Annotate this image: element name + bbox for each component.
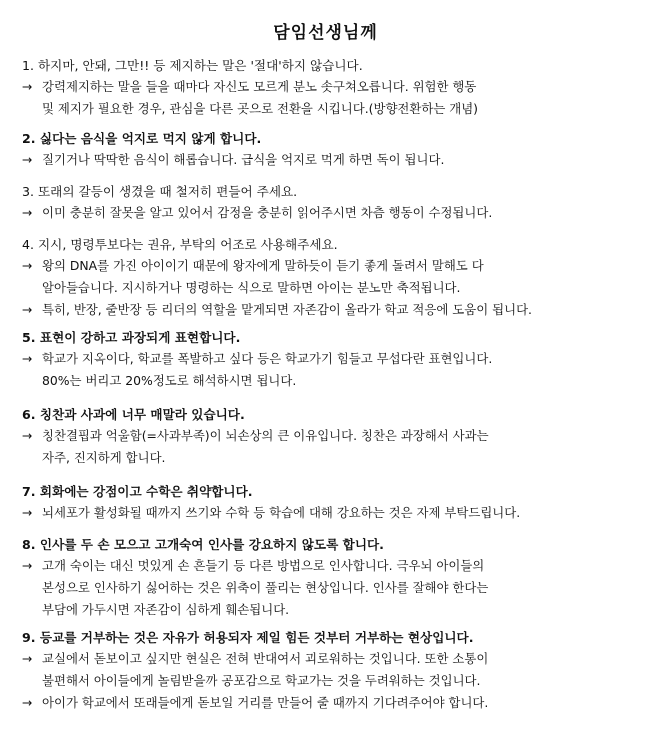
guideline-note-text xyxy=(42,425,629,469)
note-line: 특히, 반장, 줄반장 등 리더의 역할을 맡게되면 자존감이 올라가 학교 적응에 도움이 됩니다. xyxy=(42,302,532,317)
guideline-item-6 xyxy=(22,404,629,469)
guideline-note-text xyxy=(42,692,629,714)
note-line: 자주, 진지하게 합니다. xyxy=(42,450,166,465)
guideline-note xyxy=(22,502,629,524)
guideline-heading: 9. 등교를 거부하는 것은 자유가 허용되자 제일 힘든 것부터 거부하는 현상입니다. xyxy=(22,630,474,645)
guideline-note xyxy=(22,202,629,224)
guideline-heading: 1. 하지마, 안돼, 그만!! 등 제지하는 말은 '절대'하지 않습니다. xyxy=(22,58,363,73)
guideline-heading: 6. 칭찬과 사과에 너무 매말라 있습니다. xyxy=(22,407,245,422)
guideline-note xyxy=(22,648,629,692)
guideline-note-text xyxy=(42,255,629,299)
guideline-item-1 xyxy=(22,55,629,120)
guideline-heading: 2. 싫다는 음식을 억지로 먹지 않게 합니다. xyxy=(22,131,262,146)
arrow-right-icon: → xyxy=(22,79,33,94)
note-line: 칭찬결핍과 억울함(=사과부족)이 뇌손상의 큰 이유입니다. 칭찬은 과장해서 사과는 xyxy=(42,428,489,443)
note-line: 학교가 지옥이다, 학교를 폭발하고 싶다 등은 학교가기 힘들고 무섭다란 표현입니다. xyxy=(42,351,493,366)
arrow-right-icon: → xyxy=(22,351,33,366)
note-line: 교실에서 돋보이고 싶지만 현실은 전혀 반대여서 괴로워하는 것입니다. 또한 소통이 xyxy=(42,651,489,666)
note-line: 본성으로 인사하기 싫어하는 것은 위축이 풀리는 현상입니다. 인사를 잘해야 한다는 xyxy=(42,580,489,595)
note-line: 고개 숙이는 대신 멋있게 손 흔들기 등 다른 방법으로 인사합니다. 극우뇌 아이들의 xyxy=(42,558,485,573)
note-line: 질기거나 딱딱한 음식이 해롭습니다. 급식을 억지로 먹게 하면 독이 됩니다. xyxy=(42,152,445,167)
note-line: 불편해서 아이들에게 놀림받을까 공포감으로 학교가는 것을 두려워하는 것입니다. xyxy=(42,673,481,688)
guideline-item-5 xyxy=(22,327,629,392)
guideline-note-text xyxy=(42,502,629,524)
guideline-note xyxy=(22,692,629,714)
arrow-right-icon: → xyxy=(22,558,33,573)
arrow-right-icon: → xyxy=(22,695,33,710)
note-line: 및 제지가 필요한 경우, 관심을 다른 곳으로 전환을 시킵니다.(방향전환하는 개념) xyxy=(42,101,479,116)
note-line: 이미 충분히 잘못을 알고 있어서 감정을 충분히 읽어주시면 차츰 행동이 수정됩니다. xyxy=(42,205,493,220)
guideline-item-3 xyxy=(22,181,629,224)
guideline-note xyxy=(22,555,629,621)
guideline-note xyxy=(22,299,629,321)
guideline-note xyxy=(22,348,629,392)
note-line: 아이가 학교에서 또래들에게 돋보일 거리를 만들어 줄 때까지 기다려주어야 합니다. xyxy=(42,695,489,710)
guideline-item-2 xyxy=(22,128,629,171)
guideline-note-text xyxy=(42,149,629,171)
guideline-item-8 xyxy=(22,534,629,621)
guideline-note-text xyxy=(42,348,629,392)
note-line: 알아들습니다. 지시하거나 명령하는 식으로 말하면 아이는 분노만 축적됩니다. xyxy=(42,280,461,295)
guideline-item-7 xyxy=(22,481,629,524)
guideline-heading: 7. 회화에는 강점이고 수학은 취약합니다. xyxy=(22,484,253,499)
note-line: 80%는 버리고 20%정도로 해석하시면 됩니다. xyxy=(42,373,297,388)
arrow-right-icon: → xyxy=(22,505,33,520)
note-line: 왕의 DNA를 가진 아이이기 때문에 왕자에게 말하듯이 듣기 좋게 돌려서 말해도 다 xyxy=(42,258,484,273)
guideline-note xyxy=(22,425,629,469)
guideline-heading: 5. 표현이 강하고 과장되게 표현합니다. xyxy=(22,330,241,345)
guideline-heading: 8. 인사를 두 손 모으고 고개숙여 인사를 강요하지 않도록 합니다. xyxy=(22,537,384,552)
guideline-note-text xyxy=(42,555,629,621)
arrow-right-icon: → xyxy=(22,152,33,167)
arrow-right-icon: → xyxy=(22,258,33,273)
note-line: 뇌세포가 활성화될 때까지 쓰기와 수학 등 학습에 대해 강요하는 것은 자제 부탁드립니다. xyxy=(42,505,521,520)
guideline-note xyxy=(22,255,629,299)
note-line: 부담에 가두시면 자존감이 심하게 훼손됩니다. xyxy=(42,602,290,617)
guideline-note-text xyxy=(42,202,629,224)
note-line: 강력제지하는 말을 들을 때마다 자신도 모르게 분노 솟구쳐오릅니다. 위험한 행동 xyxy=(42,79,477,94)
guideline-item-9 xyxy=(22,627,629,714)
guideline-note-text xyxy=(42,299,629,321)
arrow-right-icon: → xyxy=(22,651,33,666)
guideline-heading: 4. 지시, 명령투보다는 권유, 부탁의 어조로 사용해주세요. xyxy=(22,237,338,252)
arrow-right-icon: → xyxy=(22,428,33,443)
arrow-right-icon: → xyxy=(22,205,33,220)
page-title: 담임선생님께 xyxy=(273,23,378,43)
guideline-note-text xyxy=(42,76,629,120)
guideline-heading: 3. 또래의 갈등이 생겼을 때 철저히 편들어 주세요. xyxy=(22,184,298,199)
guideline-note xyxy=(22,76,629,120)
guideline-list xyxy=(22,55,629,714)
guideline-note xyxy=(22,149,629,171)
guideline-item-4 xyxy=(22,234,629,321)
guideline-note-text xyxy=(42,648,629,692)
arrow-right-icon: → xyxy=(22,302,33,317)
